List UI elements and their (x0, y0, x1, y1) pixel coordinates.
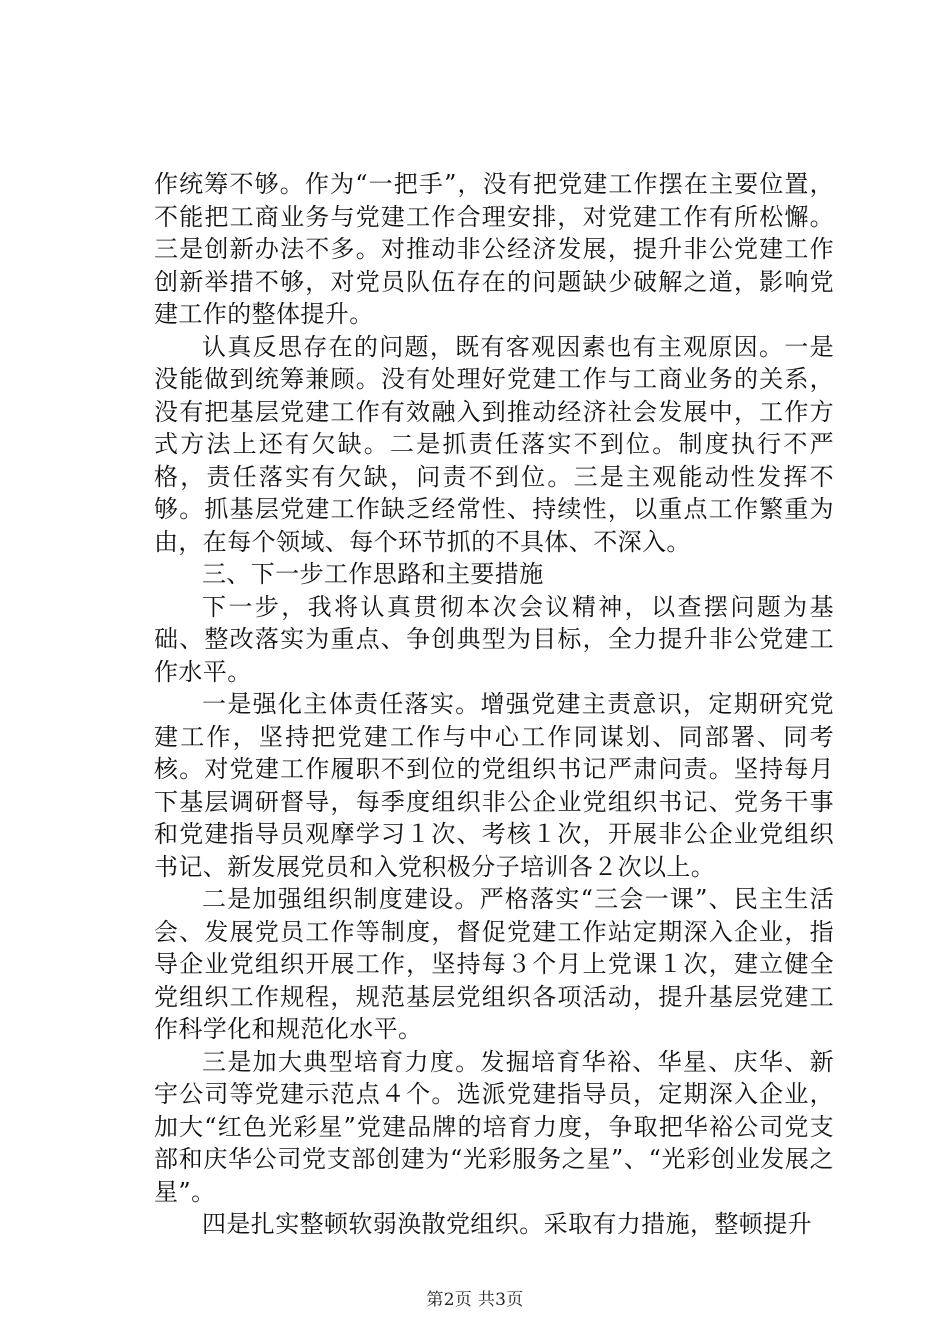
body-text (154, 168, 834, 1241)
paragraph-7: 四是扎实整顿软弱涣散党组织。采取有力措施，整顿提升 (202, 1210, 812, 1238)
paragraph-4: 一是强化主体责任落实。增强党建主责意识，定期研究党建工作，坚持把党建工作与中心工作同谋划、同部署、同考核。对党建工作履职不到位的党组织书记严肃问责。坚持每月下基层调研督导，每季度组织非公企业党组织书记、党务干事和党建指导员观摩学习１次、考核１次，开展非公企业党组织书记、新发展党员和入党积极分子培训各２次以上。 (154, 690, 834, 881)
paragraph-1: 作统筹不够。作为“一把手”，没有把党建工作摆在主要位置，不能把工商业务与党建工作合理安排，对党建工作有所松懈。三是创新办法不多。对推动非公经济发展，提升非公党建工作创新举措不够，对党员队伍存在的问题缺少破解之道，影响党建工作的整体提升。 (154, 170, 834, 328)
page-footer: 第2页 共3页 (426, 1290, 524, 1310)
paragraph-5: 二是加强组织制度建设。严格落实“三会一课”、民主生活会、发展党员工作等制度，督促党建工作站定期深入企业，指导企业党组织开展工作，坚持每３个月上党课１次，建立健全党组织工作规程，规范基层党组织各项活动，提升基层党建工作科学化和规范化水平。 (154, 885, 834, 1043)
paragraph-3: 下一步，我将认真贯彻本次会议精神，以查摆问题为基础、整改落实为重点、争创典型为目标，全力提升非公党建工作水平。 (154, 592, 834, 686)
section-heading: 三、下一步工作思路和主要措施 (202, 560, 544, 588)
paragraph-6: 三是加大典型培育力度。发掘培育华裕、华星、庆华、新宇公司等党建示范点４个。选派党建指导员，定期深入企业，加大“红色光彩星”党建品牌的培育力度，争取把华裕公司党支部和庆华公司党支部创建为“光彩服务之星”、“光彩创业发展之星”。 (154, 1047, 834, 1206)
paragraph-2: 认真反思存在的问题，既有客观因素也有主观原因。一是没能做到统筹兼顾。没有处理好党建工作与工商业务的关系，没有把基层党建工作有效融入到推动经济社会发展中，工作方式方法上还有欠缺。二是抓责任落实不到位。制度执行不严格，责任落实有欠缺，问责不到位。三是主观能动性发挥不够。抓基层党建工作缺乏经常性、持续性，以重点工作繁重为由，在每个领域、每个环节抓的不具体、不深入。 (154, 332, 834, 556)
